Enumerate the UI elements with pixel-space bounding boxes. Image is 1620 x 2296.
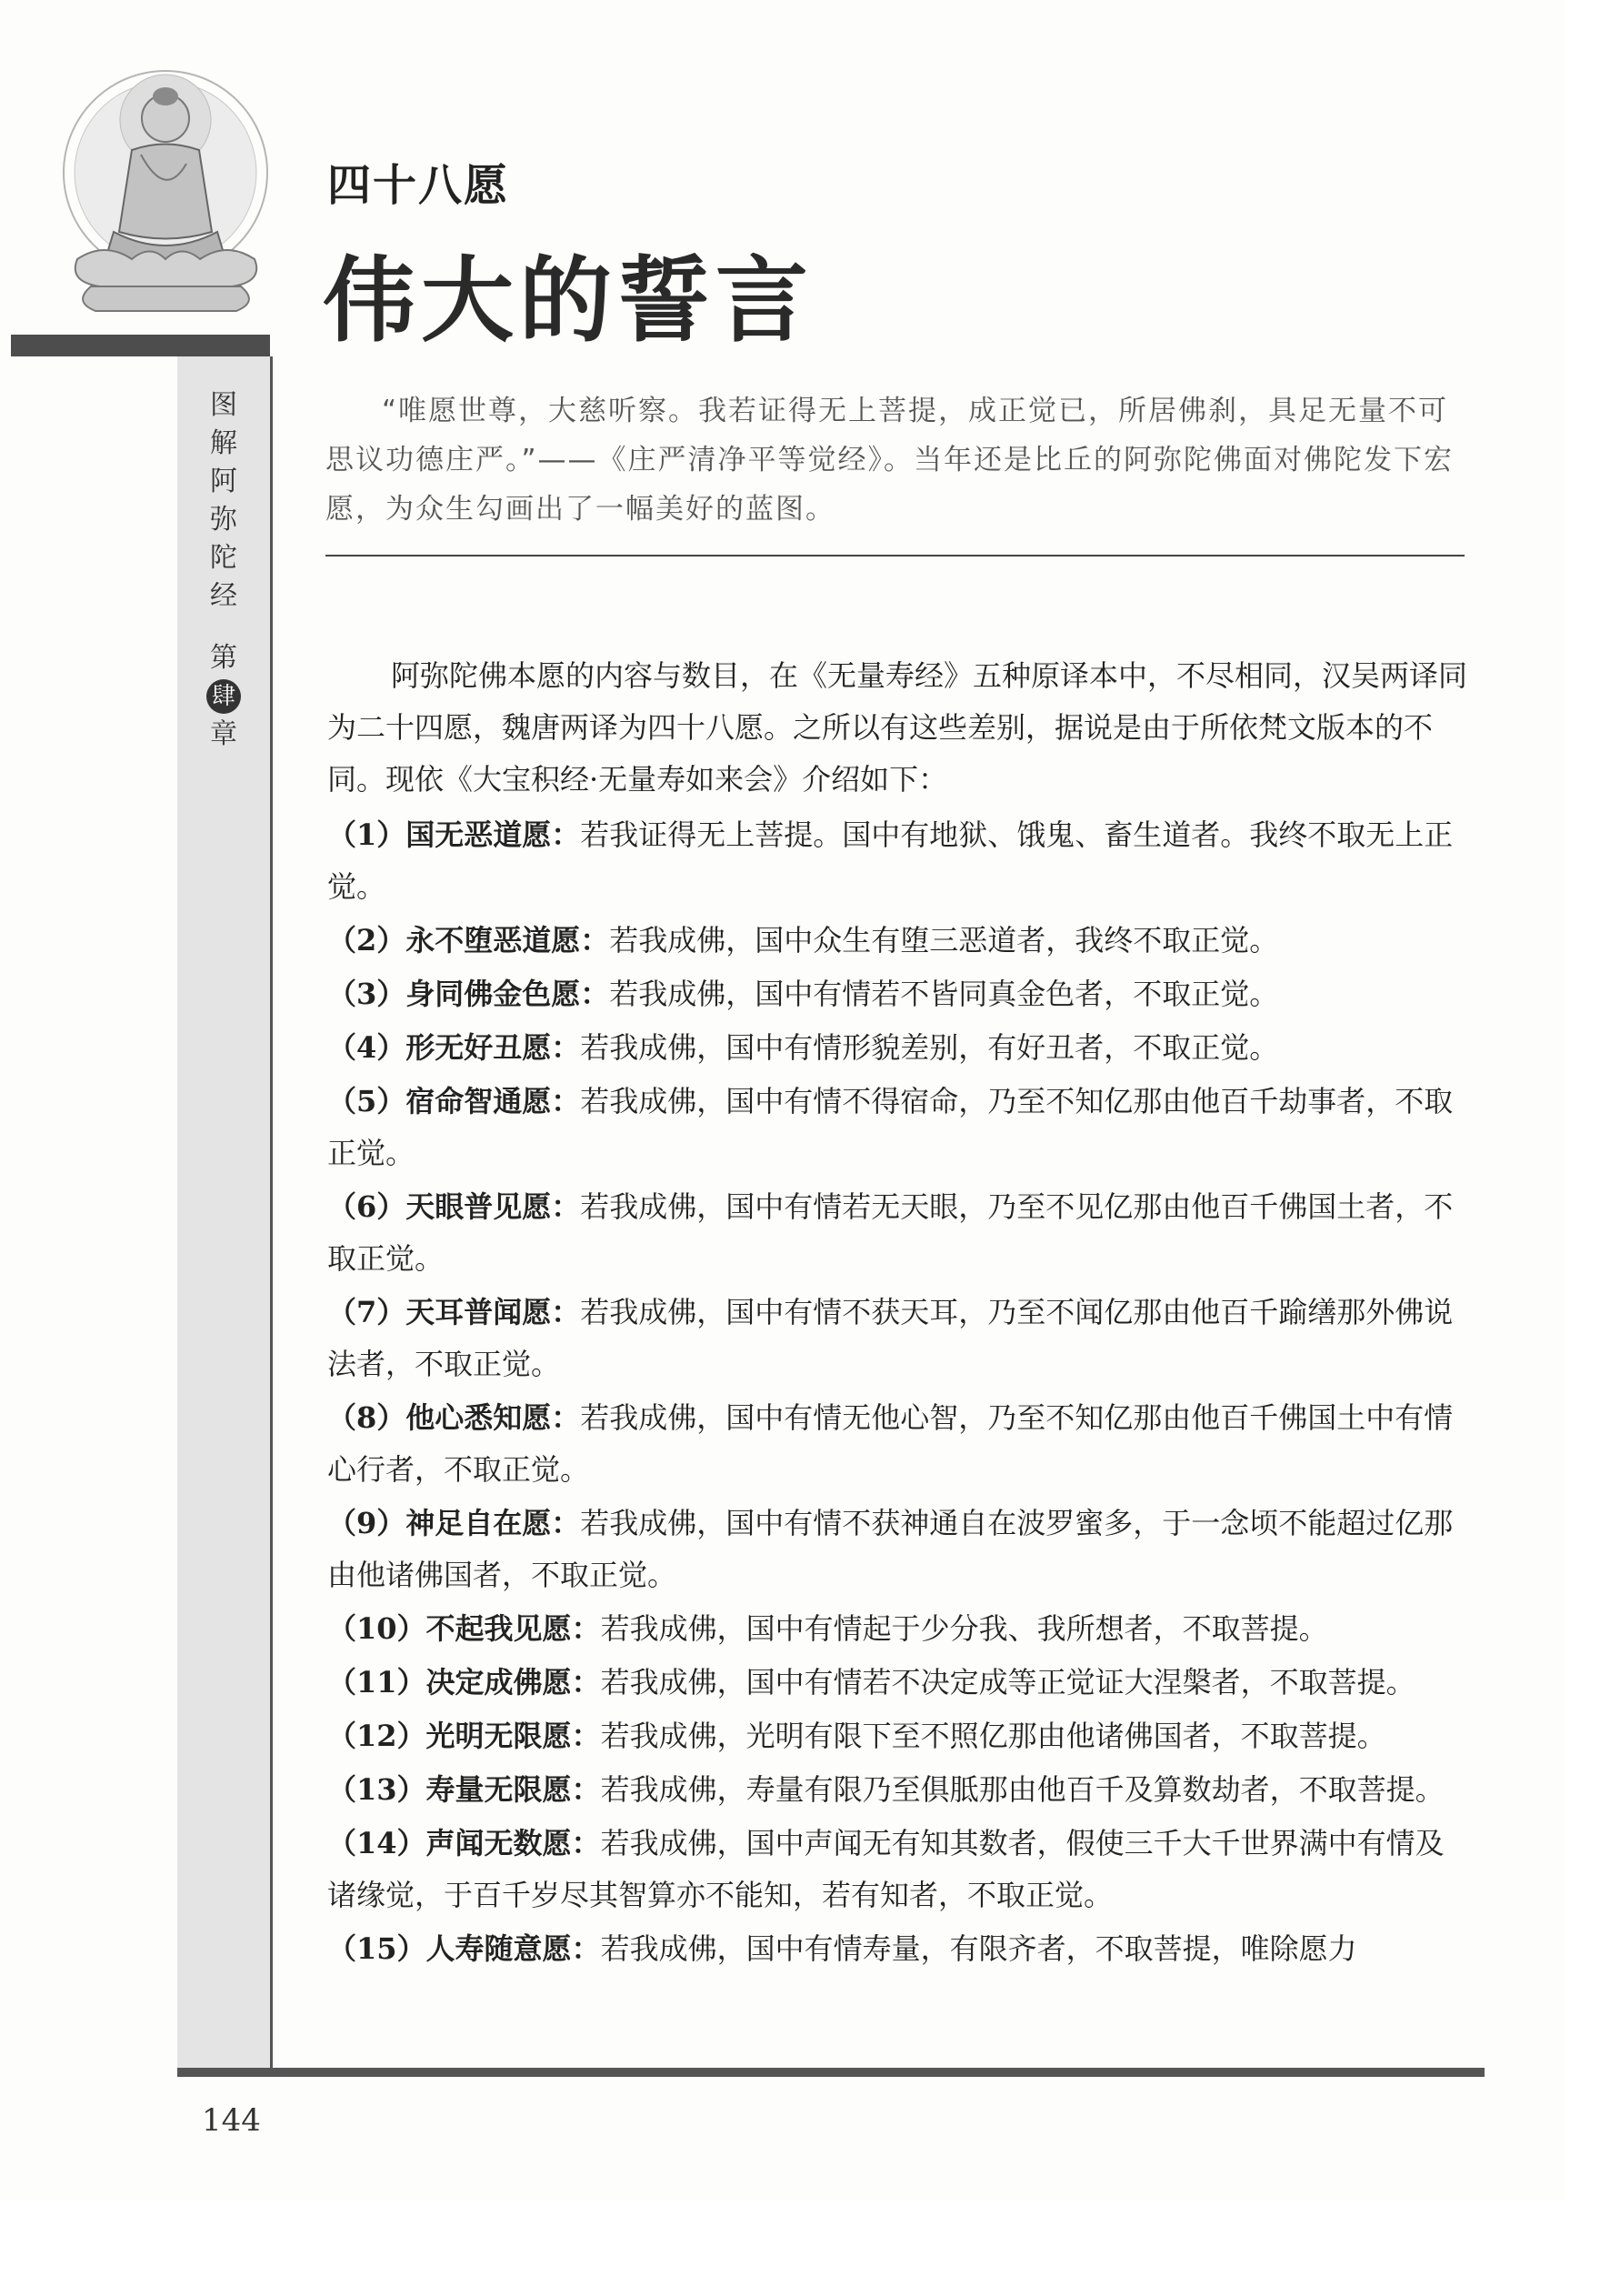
chapter-suffix: 章: [210, 718, 237, 750]
book-char: 图: [210, 389, 237, 421]
scan-margin-right: [1565, 0, 1620, 2296]
book-char: 陀: [210, 542, 237, 574]
vow-name: 神足自在愿：: [405, 1506, 581, 1540]
vow-name: 形无好丑愿：: [405, 1030, 581, 1065]
vow-item: [327, 1603, 1473, 1655]
vow-number: （12）: [327, 1719, 426, 1753]
vow-number: （9）: [327, 1506, 406, 1540]
vow-text: 若我成佛，国中有情无他心智，乃至不知亿那由他百千佛国土中有情心行者，不取正觉。: [327, 1400, 1454, 1487]
epigraph-quote: “唯愿世尊，大慈听察。我若证得无上菩提，成正觉已，所居佛刹，具足无量不可思议功德庄严。”——《庄严清净平等觉经》。当年还是比丘的阿弥陀佛面对佛陀发下宏愿，为众生勾画出了一幅美好的蓝图。: [325, 395, 1455, 526]
vow-text: 若我成佛，光明有限下至不照亿那由他诸佛国者，不取菩提。: [600, 1719, 1386, 1753]
vow-number: （15）: [327, 1931, 426, 1966]
buddha-illustration: [50, 64, 282, 327]
vow-text: 若我成佛，国中有情寿量，有限齐者，不取菩提，唯除愿力: [600, 1931, 1357, 1966]
vow-name: 人寿随意愿：: [425, 1931, 601, 1966]
scan-margin-bottom: [0, 2201, 1620, 2296]
vow-number: （13）: [327, 1772, 426, 1807]
intro-paragraph: 阿弥陀佛本愿的内容与数目，在《无量寿经》五种原译本中，不尽相同，汉吴两译同为二十四愿，魏唐两译为四十八愿。之所以有这些差别，据说是由于所依梵文版本的不同。现依《大宝积经·无量寿如来会》介绍如下：: [327, 658, 1468, 797]
vow-name: 声闻无数愿：: [425, 1826, 601, 1860]
vow-number: （2）: [327, 923, 406, 958]
vow-text: 若我成佛，国中有情不获天耳，乃至不闻亿那由他百千踰缮那外佛说法者，不取正觉。: [327, 1295, 1454, 1381]
vow-name: 国无恶道愿：: [405, 817, 581, 852]
vow-number: （11）: [327, 1665, 426, 1699]
vow-item: [327, 1076, 1473, 1179]
vow-text: 若我成佛，国中有情不得宿命，乃至不知亿那由他百千劫事者，不取正觉。: [327, 1084, 1454, 1170]
vow-name: 决定成佛愿：: [425, 1665, 601, 1699]
vow-number: （14）: [327, 1826, 426, 1860]
vow-name: 光明无限愿：: [425, 1719, 601, 1753]
vow-item: [327, 915, 1473, 967]
vow-number: （4）: [327, 1030, 406, 1065]
vow-name: 不起我见愿：: [425, 1611, 601, 1646]
book-char: 解: [210, 427, 237, 459]
book-char: 弥: [210, 504, 237, 536]
vow-item: [327, 1022, 1473, 1074]
vow-number: （8）: [327, 1400, 406, 1435]
vow-item: [327, 1181, 1473, 1285]
vow-text: 若我成佛，国中有情不获神通自在波罗蜜多，于一念顷不能超过亿那由他诸佛国者，不取正觉。: [327, 1506, 1454, 1592]
chapter-prefix: 第: [210, 642, 237, 674]
header-rule-bar: [11, 335, 270, 356]
vow-item: [327, 1818, 1473, 1921]
chapter-number-badge: 肆: [206, 679, 241, 714]
vow-item: [327, 1392, 1473, 1496]
chapter-title: 伟大的誓言: [323, 246, 814, 356]
page-number: 144: [202, 2102, 261, 2139]
vow-name: 寿量无限愿：: [425, 1772, 601, 1807]
vow-item: [327, 1657, 1473, 1709]
footer-rule-bar: [177, 2068, 1485, 2077]
vow-item: [327, 1498, 1473, 1601]
vow-text: 若我成佛，国中有情起于少分我、我所想者，不取菩提。: [600, 1611, 1328, 1646]
chapter-label: 四十八愿: [327, 160, 510, 211]
vow-text: 若我成佛，国中有情若无天眼，乃至不见亿那由他百千佛国土者，不取正觉。: [327, 1189, 1454, 1276]
book-char: 阿: [210, 466, 237, 497]
vow-number: （6）: [327, 1189, 406, 1224]
vow-text: 若我成佛，国中声闻无有知其数者，假使三千大千世界满中有情及诸缘觉，于百千岁尽其智算亦不能知，若有知者，不取正觉。: [327, 1826, 1445, 1912]
vow-number: （1）: [327, 817, 406, 852]
vow-item: [327, 1710, 1473, 1762]
vow-text: 若我证得无上菩提。国中有地狱、饿鬼、畜生道者。我终不取无上正觉。: [327, 817, 1454, 904]
quote-divider: [325, 555, 1465, 556]
vow-item: [327, 1287, 1473, 1390]
book-char: 经: [210, 580, 237, 612]
vow-name: 他心悉知愿：: [405, 1400, 581, 1435]
vow-item: [327, 809, 1473, 913]
vow-number: （5）: [327, 1084, 406, 1118]
vow-text: 若我成佛，国中有情若不决定成等正觉证大涅槃者，不取菩提。: [600, 1665, 1415, 1699]
vow-number: （3）: [327, 977, 406, 1011]
vow-name: 天耳普闻愿：: [405, 1295, 581, 1329]
vow-text: 若我成佛，寿量有限乃至俱胝那由他百千及算数劫者，不取菩提。: [600, 1772, 1445, 1807]
vow-number: （10）: [327, 1611, 426, 1646]
vow-number: （7）: [327, 1295, 406, 1329]
vow-text: 若我成佛，国中有情形貌差别，有好丑者，不取正觉。: [580, 1030, 1279, 1065]
vow-name: 天眼普见愿：: [405, 1189, 581, 1224]
vow-name: 宿命智通愿：: [405, 1084, 581, 1118]
vow-name: 永不堕恶道愿：: [405, 923, 610, 958]
vow-item: [327, 1923, 1473, 1975]
vow-item: [327, 968, 1473, 1020]
vow-text: 若我成佛，国中有情若不皆同真金色者，不取正觉。: [609, 977, 1279, 1011]
sidebar-vertical-text: [202, 386, 245, 754]
vow-text: 若我成佛，国中众生有堕三恶道者，我终不取正觉。: [609, 923, 1279, 958]
body-text: [327, 650, 1473, 1977]
vow-item: [327, 1764, 1473, 1816]
vow-name: 身同佛金色愿：: [405, 977, 610, 1011]
